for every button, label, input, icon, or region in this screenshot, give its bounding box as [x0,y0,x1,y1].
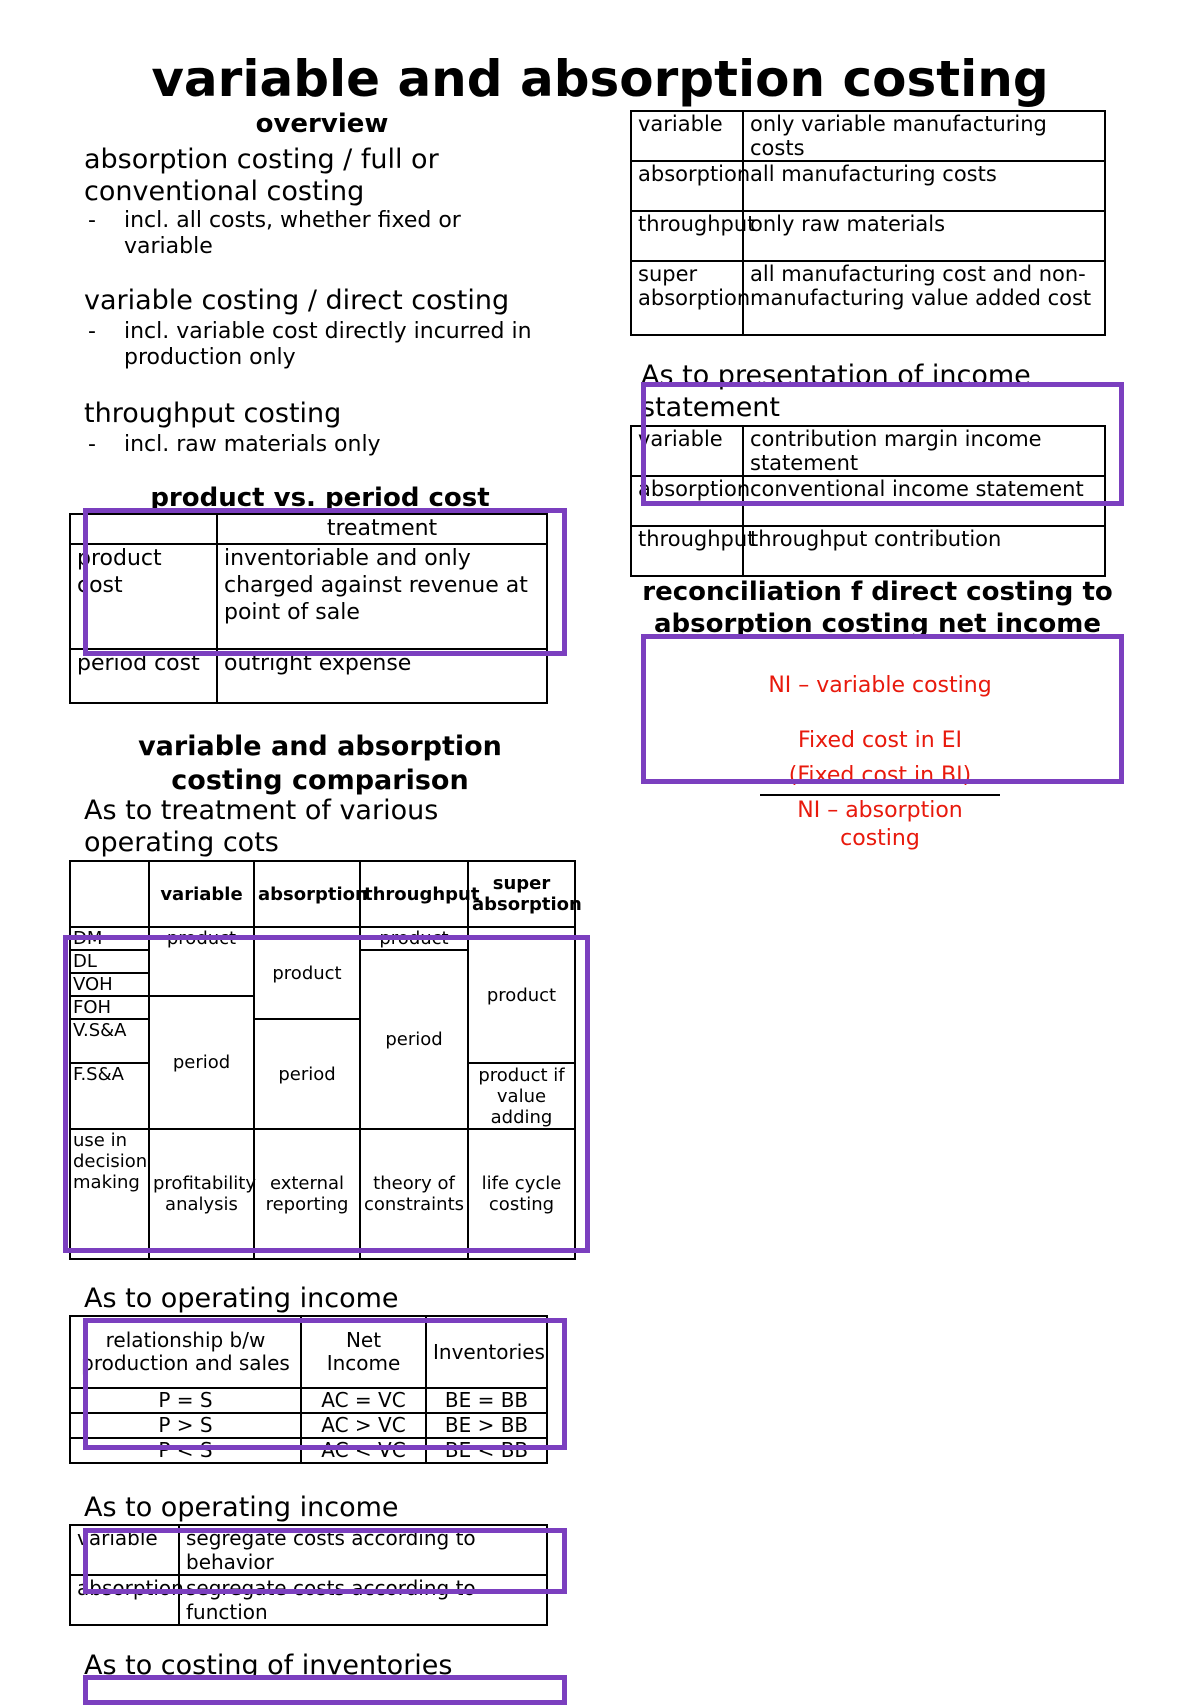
inventories-heading: As to costing of inventories [84,1650,453,1681]
variable-costing-title: variable costing / direct costing [84,285,510,316]
table-row [70,649,547,703]
page-title: variable and absorption costing [151,50,1049,108]
table-cell: product [360,927,468,950]
table-cell: product cost [70,544,217,649]
table-cell: Inventories [426,1316,547,1388]
table-row [70,1316,547,1388]
table-header: super absorption [468,861,575,927]
table-cell: BE = BB [426,1388,547,1413]
table-cell: external reporting [254,1129,360,1259]
table-cell: throughput [631,211,743,261]
table-row [70,927,575,950]
operating-income-table [69,1315,548,1464]
table-header: throughput [360,861,468,927]
table-cell: variable [631,111,743,161]
table-cell: variable [70,1525,179,1575]
table-cell: contribution margin income statement [743,426,1105,476]
comparison-heading: variable and absorption costing comparison [138,731,502,796]
table-cell: period [254,1019,360,1129]
table-row [70,1388,547,1413]
row-label: FOH [70,996,149,1019]
table-cell: period cost [70,649,217,703]
table-row [631,476,1105,526]
operating-income-heading: As to operating income [84,1283,399,1314]
throughput-costing-title: throughput costing [84,398,342,429]
table-cell: throughput contribution [743,526,1105,576]
table-cell: P = S [70,1388,301,1413]
table-cell: product if value adding [468,1063,575,1129]
table-cell: variable [631,426,743,476]
reconciliation-line: Fixed cost in EI [797,728,963,753]
table-row [631,111,1105,161]
presentation-table [630,425,1106,577]
overview-heading: overview [255,109,389,139]
table-cell: period [149,996,254,1129]
table-cell: only raw materials [743,211,1105,261]
reconciliation-line: (Fixed cost in BI) [788,763,972,788]
operating-income-2-table [69,1524,548,1626]
table-cell: product [149,927,254,996]
table-cell: super absorption [631,261,743,335]
table-header [70,861,149,927]
table-row [631,161,1105,211]
table-cell [70,514,217,544]
table-row [70,1575,547,1625]
operating-income-2-heading: As to operating income [84,1492,399,1523]
table-cell: absorption [70,1575,179,1625]
table-row [631,211,1105,261]
table-cell: outright expense [217,649,547,703]
reconciliation-result: NI – absorption costing [797,798,963,851]
table-cell: P < S [70,1438,301,1463]
table-cell: absorption [631,161,743,211]
product-period-heading: product vs. period cost [150,483,490,513]
row-label: DM [70,927,149,950]
table-row [70,1413,547,1438]
table-cell: profitability analysis [149,1129,254,1259]
table-cell: P > S [70,1413,301,1438]
table-cell: all manufacturing cost and non-manufacturing value added cost [743,261,1105,335]
comparison-table [69,860,582,1260]
table-header: absorption [254,861,360,927]
table-row [631,261,1105,335]
table-row [70,544,547,649]
table-cell: only variable manufacturing costs [743,111,1105,161]
table-cell: life cycle costing [468,1129,575,1259]
costing-types-table [630,110,1106,336]
table-cell: BE < BB [426,1438,547,1463]
table-row [70,1438,547,1463]
row-label: V.S&A [70,1019,149,1063]
table-cell: conventional income statement [743,476,1105,526]
table-cell: throughput [631,526,743,576]
table-cell: AC < VC [301,1438,426,1463]
table-cell: AC = VC [301,1388,426,1413]
table-cell: segregate costs according to function [179,1575,547,1625]
table-cell: segregate costs according to behavior [179,1525,547,1575]
table-cell: period [360,950,468,1129]
table-cell: treatment [217,514,547,544]
table-row [70,1129,575,1259]
row-label: DL [70,950,149,973]
reconciliation-heading: reconciliation f direct costing to absorption costing net income [642,577,1113,639]
row-label: VOH [70,973,149,996]
table-cell: all manufacturing costs [743,161,1105,211]
row-label: use in decision making [70,1129,149,1259]
table-cell: Net Income [301,1316,426,1388]
table-cell: product [468,927,575,1063]
presentation-heading: As to presentation of income statement [641,360,1031,423]
table-cell: BE > BB [426,1413,547,1438]
absorption-costing-title: absorption costing / full or conventional costing [84,144,439,207]
table-header: variable [149,861,254,927]
table-cell: theory of constraints [360,1129,468,1259]
table-row [70,514,547,544]
table-row [70,1525,547,1575]
table-row [631,526,1105,576]
throughput-costing-bullet: - incl. raw materials only [84,432,604,458]
reconciliation-divider [760,794,1000,796]
reconciliation-line: NI – variable costing [768,673,992,698]
variable-costing-bullet: - incl. variable cost directly incurred in production only [84,319,624,371]
row-label: F.S&A [70,1063,149,1129]
table-cell: product [254,927,360,1019]
table-row [631,426,1105,476]
table-cell: inventoriable and only charged against revenue at point of sale [217,544,547,649]
absorption-costing-bullet: - incl. all costs, whether fixed or variable [84,208,544,260]
comparison-subheading: As to treatment of various operating cots [84,795,439,858]
table-cell: absorption [631,476,743,526]
table-cell: AC > VC [301,1413,426,1438]
table-cell: relationship b/w production and sales [70,1316,301,1388]
table-row [70,861,575,927]
product-period-table [69,513,548,704]
